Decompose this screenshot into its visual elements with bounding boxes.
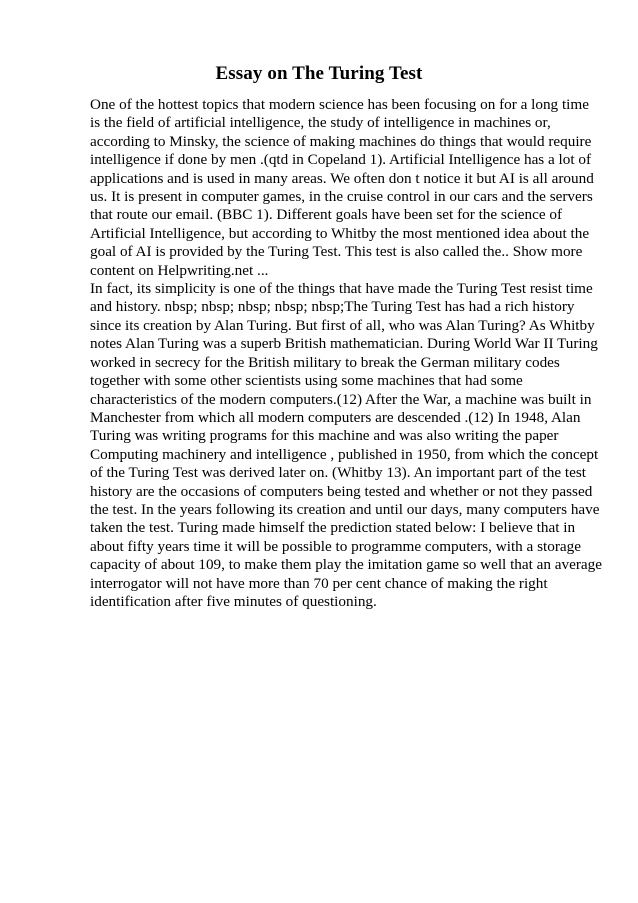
body-line: that route our email. (BBC 1). Different goals have been set for the science of	[90, 206, 563, 224]
body-line: according to Minsky, the science of making machines do things that would require	[90, 132, 592, 150]
body-line: taken the test. Turing made himself the prediction stated below: I believe that in	[90, 519, 576, 537]
body-line: Turing was writing programs for this machine and was also writing the paper	[90, 427, 559, 445]
body-line: content on Helpwriting.net ...	[90, 261, 269, 279]
body-line: history are the occasions of computers being tested and whether or not they passed	[90, 482, 593, 500]
body-line: about fifty years time it will be possible to programme computers, with a storage	[90, 537, 581, 555]
document-title: Essay on The Turing Test	[215, 63, 423, 84]
body-line: One of the hottest topics that modern science has been focusing on for a long time	[90, 96, 589, 113]
body-line: Computing machinery and intelligence , published in 1950, from which the concept	[90, 445, 599, 463]
body-line: of the Turing Test was derived later on. (Whitby 13). An important part of the test	[90, 464, 586, 482]
body-line: interrogator will not have more than 70 per cent chance of making the right	[90, 574, 548, 592]
body-line: intelligence if done by men .(qtd in Copeland 1). Artificial Intelligence has a lot of	[90, 151, 592, 169]
body-line: Artificial Intelligence, but according to Whitby the most mentioned idea about the	[90, 224, 590, 242]
body-line: notes Alan Turing was a superb British mathematician. During World War II Turing	[90, 335, 598, 353]
body-line: the test. In the years following its creation and until our days, many computers have	[90, 500, 600, 518]
body-line: us. It is present in computer games, in the cruise control in our cars and the servers	[90, 188, 593, 206]
document-body	[90, 96, 600, 611]
body-line: capacity of about 109, to make them play the imitation game so well that an average	[90, 556, 602, 574]
body-line: worked in secrecy for the British military to break the German military codes	[90, 353, 560, 371]
body-line: applications and is used in many areas. We often don t notice it but AI is all around	[90, 169, 594, 187]
body-line: is the field of artificial intelligence, the study of intelligence in machines or,	[90, 114, 551, 132]
body-line: together with some other scientists using some machines that had some	[90, 372, 523, 390]
body-line: In fact, its simplicity is one of the things that have made the Turing Test resist time	[90, 280, 593, 298]
body-line: and history. nbsp; nbsp; nbsp; nbsp; nbsp;The Turing Test has had a rich history	[90, 298, 575, 316]
body-line: characteristics of the modern computers.(12) After the War, a machine was built in	[90, 390, 592, 408]
body-line: goal of AI is provided by the Turing Test. This test is also called the.. Show more	[90, 243, 583, 261]
body-line: identification after five minutes of questioning.	[90, 592, 377, 610]
body-line: Manchester from which all modern computers are descended .(12) In 1948, Alan	[90, 408, 581, 426]
body-line: since its creation by Alan Turing. But first of all, who was Alan Turing? As Whitby	[90, 316, 595, 334]
